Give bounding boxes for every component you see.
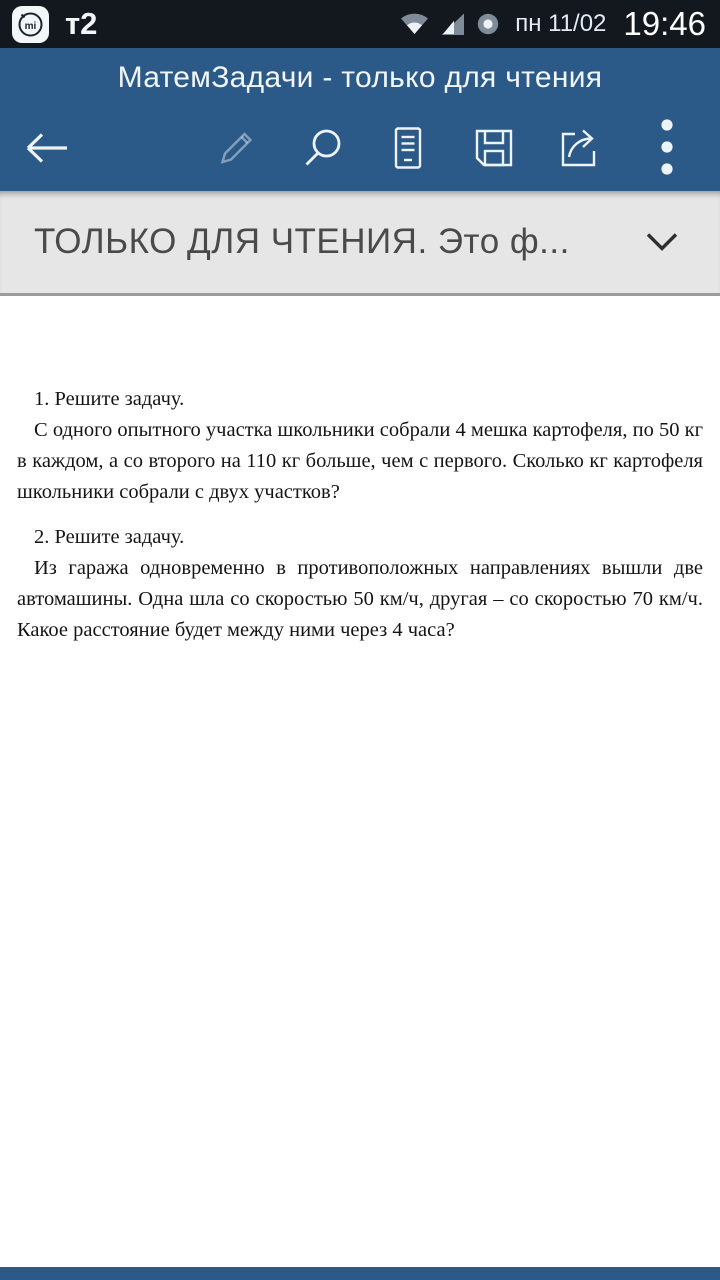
share-button[interactable] [549, 118, 609, 178]
mobile-view-button[interactable] [378, 118, 438, 178]
problem-2 [17, 522, 703, 646]
overflow-dots-icon [660, 117, 674, 179]
wifi-icon [400, 12, 429, 36]
edit-button[interactable] [206, 118, 266, 178]
document-title: МатемЗадачи - только для чтения [117, 61, 603, 94]
problem-2-heading: 2. Решите задачу. [34, 526, 185, 548]
status-bar-left [12, 6, 97, 43]
status-bar [0, 0, 720, 48]
back-button[interactable] [16, 118, 76, 178]
search-button[interactable] [292, 118, 352, 178]
problem-1-heading: 1. Решите задачу. [34, 388, 185, 410]
back-arrow-icon [21, 129, 71, 167]
problem-2-body: Из гаража одновременно в противоположных направлениях вышли две автомашины. Одна шла со скоростью 50 км/ч, другая – со скоростью 70 км/ч. Какое расстояние будет между ними через 4 часа? [17, 557, 703, 641]
carrier-logo: т2 [65, 5, 98, 41]
mi-launcher-icon [12, 6, 49, 43]
data-saver-icon [476, 12, 500, 36]
banner-expand-button[interactable] [642, 230, 682, 254]
cellular-signal-icon [440, 12, 465, 36]
status-date: пн 11/02 [515, 10, 607, 37]
bottom-bar[interactable] [0, 1267, 720, 1280]
share-icon [555, 125, 603, 171]
read-only-banner[interactable] [0, 191, 720, 296]
status-bar-right [400, 5, 706, 43]
save-button[interactable] [464, 118, 524, 178]
search-icon [300, 126, 344, 170]
problem-1 [17, 384, 703, 508]
app-header [0, 48, 720, 191]
title-row [0, 48, 720, 108]
document-page[interactable] [0, 296, 720, 1280]
overflow-menu-button[interactable] [637, 118, 697, 178]
problem-1-body: С одного опытного участка школьники собрали 4 мешка картофеля, по 50 кг в каждом, а со второго на 110 кг больше, чем с первого. Сколько кг картофеля школьники собрали с двух участков? [17, 419, 703, 503]
mobile-view-icon [387, 125, 429, 171]
save-icon [471, 125, 517, 171]
chevron-down-icon [642, 230, 682, 254]
toolbar [0, 108, 720, 191]
svg-text:mi: mi [24, 20, 37, 32]
read-only-banner-text: ТОЛЬКО ДЛЯ ЧТЕНИЯ. Это ф... [34, 222, 570, 261]
status-time: 19:46 [623, 5, 706, 42]
pencil-icon [213, 125, 259, 171]
